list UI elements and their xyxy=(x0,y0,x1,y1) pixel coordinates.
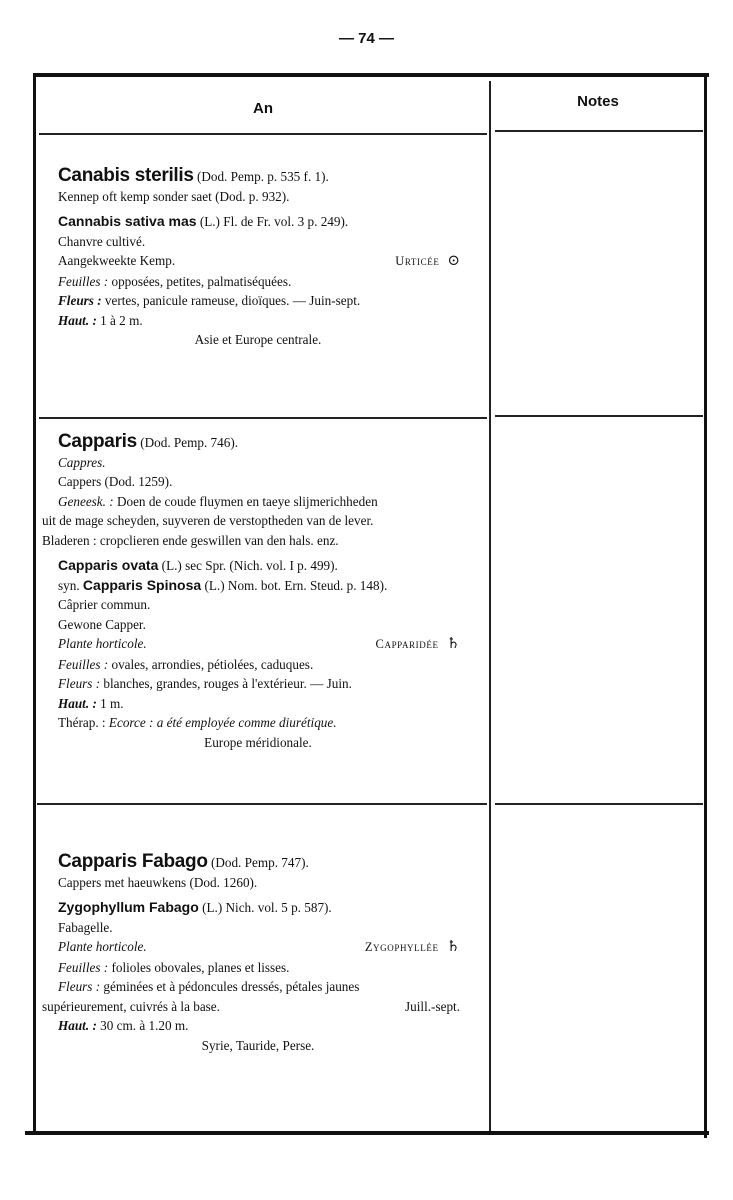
column-header-an: An xyxy=(253,100,273,117)
height-line: Haut. : 1 à 2 m. xyxy=(58,312,143,328)
table-right-border xyxy=(704,73,707,1138)
table-left-border xyxy=(33,77,36,1132)
flowers-line: Fleurs : blanches, grandes, rouges à l'extérieur. — Juin. xyxy=(58,676,352,691)
medicinal-line: Bladeren : cropclieren ende geswillen van den hals. enz. xyxy=(42,532,339,548)
scientific-name: Capparis ovata xyxy=(58,557,159,573)
family-name: Zygophyllée xyxy=(364,940,439,954)
column-header-notes: Notes xyxy=(577,93,619,110)
leaves-line: Feuilles : opposées, petites, palmatiséquées. xyxy=(58,273,292,289)
scientific-line xyxy=(58,212,478,232)
column-divider xyxy=(489,81,491,1131)
flowers-continuation: supérieurement, cuivrés à la base. Juill.-sept. xyxy=(42,997,460,1017)
leaves-line: Feuilles : ovales, arrondies, pétiolées, caduques. xyxy=(58,656,314,672)
section-rule-right xyxy=(495,415,703,417)
scientific-name: Zygophyllum Fabago xyxy=(58,899,199,915)
scientific-reference: (L.) sec Spr. (Nich. vol. I p. 499). xyxy=(161,558,338,573)
flowering-season: Juill.-sept. xyxy=(405,998,460,1014)
dutch-reference: Kennep oft kemp sonder saet (Dod. p. 932). xyxy=(58,188,290,204)
section-rule-left xyxy=(39,417,487,419)
genus-reference: (Dod. Pemp. p. 535 f. 1). xyxy=(196,169,329,184)
flowers-line: Fleurs : géminées et à pédoncules dressés, pétales jaunes xyxy=(58,979,360,994)
scientific-reference: (L.) Fl. de Fr. vol. 3 p. 249). xyxy=(199,214,349,229)
scientific-line xyxy=(58,556,478,576)
genus-reference: (Dod. Pemp. 746). xyxy=(140,435,239,450)
dutch-name: Aangekweekte Kemp. xyxy=(58,253,176,268)
synonym-name: Capparis Spinosa xyxy=(82,576,202,593)
entry-heading xyxy=(58,166,478,187)
region: Asie et Europe centrale. xyxy=(194,332,322,347)
family-row xyxy=(58,937,460,958)
family-row xyxy=(58,634,460,655)
page-number: — 74 — xyxy=(338,30,395,47)
entry-canabis xyxy=(58,166,478,350)
genus-name: Capparis Fabago xyxy=(58,851,208,872)
scientific-reference: (L.) Nich. vol. 5 p. 587). xyxy=(202,900,332,915)
entry-heading xyxy=(58,432,478,453)
dutch-reference: Cappers met haeuwkens (Dod. 1260). xyxy=(58,874,258,890)
plant-type: Plante horticole. xyxy=(58,636,147,651)
dutch-reference: Cappers (Dod. 1259). xyxy=(58,474,173,489)
header-rule-right xyxy=(495,130,703,132)
family-name: Urticée xyxy=(395,254,440,268)
old-name: Cappres. xyxy=(58,454,106,470)
header-rule-left xyxy=(39,133,487,135)
entry-capparis xyxy=(42,431,478,752)
entry-capparis-fabago xyxy=(42,851,478,1055)
entry-heading xyxy=(58,852,478,873)
genus-name: Capparis xyxy=(58,431,137,452)
family-name: Capparidée xyxy=(375,637,439,651)
region: Syrie, Tauride, Perse. xyxy=(201,1037,315,1053)
french-name: Chanvre cultivé. xyxy=(58,233,146,249)
leaves-line: Feuilles : folioles obovales, planes et lisses. xyxy=(58,959,290,975)
plant-type: Plante horticole. xyxy=(58,939,147,954)
annual-symbol-icon: ⊙ xyxy=(447,253,460,269)
therapy-line: Thérap. : Ecorce : a été employée comme diurétique. xyxy=(58,715,337,730)
scientific-name: Cannabis sativa mas xyxy=(58,213,197,229)
medicinal-line: uit de mage scheyden, suyveren de verstoptheden van de lever. xyxy=(42,513,374,528)
shrub-symbol-icon: ♄ xyxy=(446,636,460,652)
genus-reference: (Dod. Pemp. 747). xyxy=(210,855,309,870)
table-top-rule xyxy=(33,73,709,77)
dutch-name: Gewone Capper. xyxy=(58,616,146,632)
shrub-symbol-icon: ♄ xyxy=(446,939,460,955)
table-bottom-rule xyxy=(25,1131,709,1135)
scientific-line xyxy=(58,898,478,918)
section-rule-right xyxy=(495,803,703,805)
height-line: Haut. : 30 cm. à 1.20 m. xyxy=(58,1018,189,1033)
flowers-line: Fleurs : vertes, panicule rameuse, dioïques. — Juin-sept. xyxy=(58,293,361,308)
region: Europe méridionale. xyxy=(204,734,312,750)
synonym-line: syn. Capparis Spinosa (L.) Nom. bot. Ern. Steud. p. 148). xyxy=(58,576,388,593)
french-name: Fabagelle. xyxy=(58,919,113,935)
french-name: Câprier commun. xyxy=(58,597,151,612)
section-rule-left xyxy=(37,803,487,805)
family-row xyxy=(58,251,460,272)
height-line: Haut. : 1 m. xyxy=(58,695,124,711)
genus-name: Canabis sterilis xyxy=(58,165,194,186)
medicinal-line: Geneesk. : Doen de coude fluymen en taeye slijmerichheden xyxy=(58,493,378,509)
